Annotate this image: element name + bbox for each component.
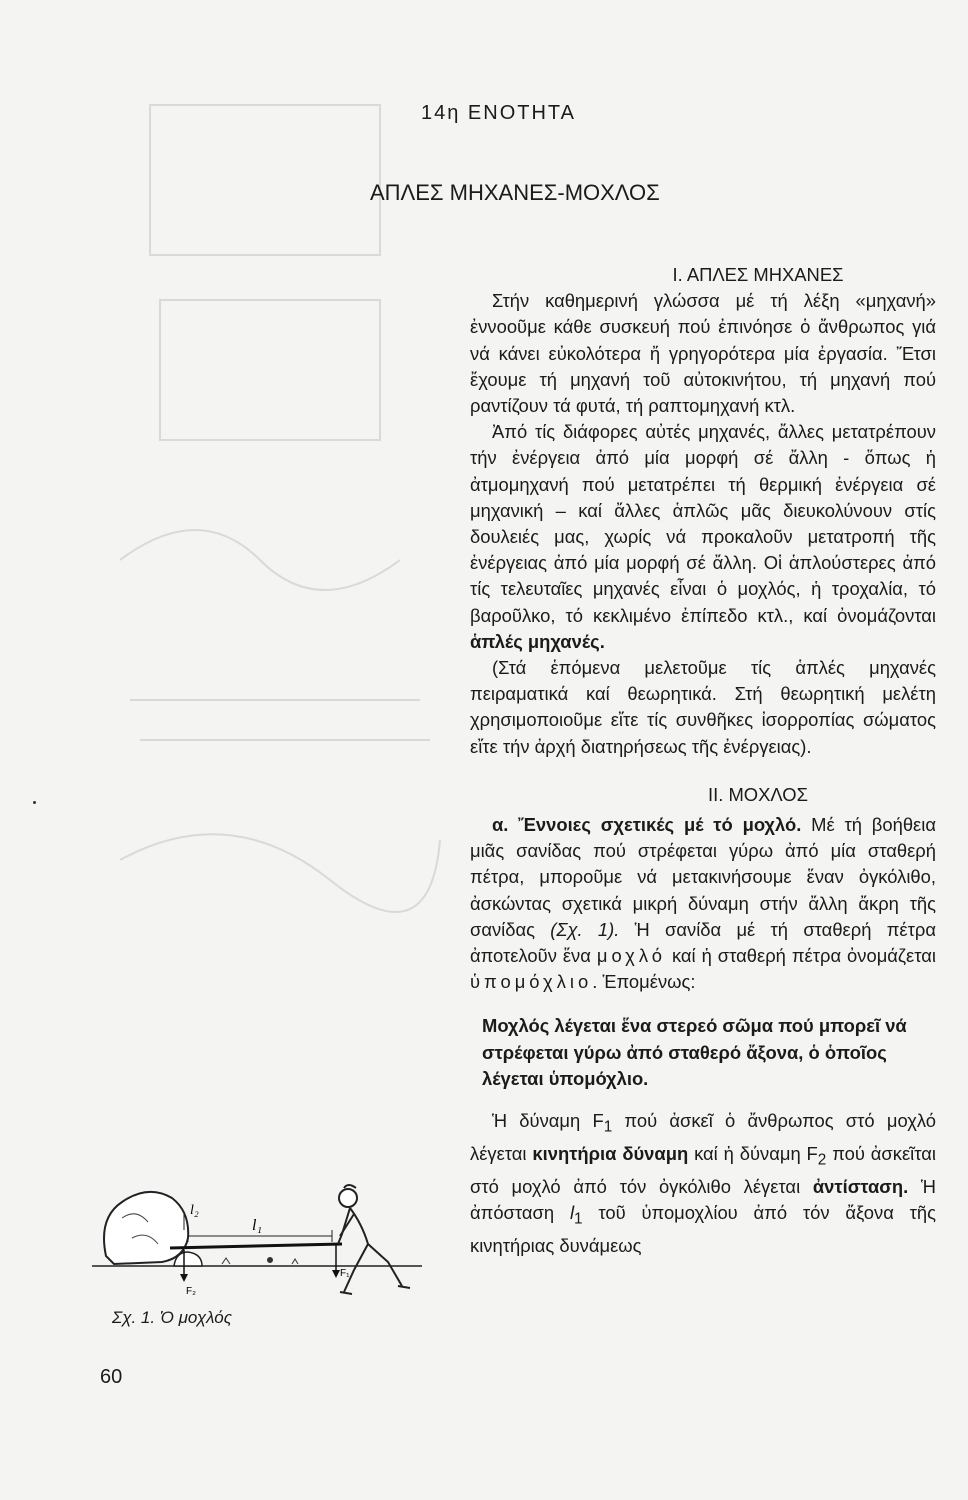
speck	[33, 801, 36, 804]
label-l2: l₂	[190, 1203, 199, 1218]
figure-reference: (Σχ. 1).	[550, 918, 620, 940]
chapter-title: ΑΠΛΕΣ ΜΗΧΑΝΕΣ-ΜΟΧΛΟΣ	[370, 180, 660, 205]
paragraph: Ἡ δύναμη $F_1$ πού ἀσκεῖ ὁ ἄνθρωπος στό μοχλό λέγεται κινητήρια δύναμη καί ἡ δύναμη $F_2$ πού ἀσκεῖται στό μοχλό ἀπό τόν ὀγκόλιθο λέγεται ἀντίσταση. Ἡ ἀπόσταση $l_1$ τοῦ ὑπομοχλίου ἀπό τόν ἄξονα τῆς κινητήριας δυνάμεως	[470, 1110, 936, 1256]
lever-figure	[92, 1178, 442, 1306]
term-simple-machines: ἁπλές μηχανές.	[470, 630, 605, 652]
paragraph: (Στά ἑπόμενα μελετοῦμε τίς ἁπλές μηχανές πειραματικά καί θεωρητικά. Στή θεωρητική μελέτη χρησιμοποιοῦμε εἴτε τίς συνθῆκες ἰσορροπίας σώματος εἴτε τήν ἀρχή διατηρήσεως τῆς ἐνέργειας).	[470, 657, 936, 757]
label-f2: F₂	[186, 1286, 196, 1297]
term-lever: μοχλό	[596, 945, 666, 967]
term-fulcrum: ὑπομόχλιο	[470, 971, 593, 993]
paragraph: α. Ἔννοιες σχετικές μέ τό μοχλό. Μέ τή βοήθεια μιᾶς σανίδας πού στρέφεται γύρω ἀπό μία σταθερή πέτρα, μποροῦμε νά μετακινήσουμε ἕναν ὀγκόλιθο, ἀσκώντας σχετικά μικρή δύναμη στήν ἄλλη ἄκρη τῆς σανίδας (Σχ. 1). Ἡ σανίδα μέ τή σταθερή πέτρα ἀποτελοῦν ἕνα μοχλό καί ἡ σταθερή πέτρα ὀνομάζεται ὑπομόχλιο. Ἑπομένως:	[470, 814, 936, 993]
section-heading-simple-machines: Ι. ΑΠΛΕΣ ΜΗΧΑΝΕΣ	[672, 264, 844, 285]
label-l1: l₁	[252, 1217, 263, 1234]
paragraph: Ἀπό τίς διάφορες αὐτές μηχανές, ἄλλες μετατρέπουν τήν ἐνέργεια ἀπό μία μορφή σέ ἄλλη - ὅπως ἡ ἀτμομηχανή πού μετατρέπει τή θερμική ἐνέργεια σέ μηχανική – καί ἄλλες ἁπλῶς μᾶς διευκολύνουν στίς δουλειές μας, χωρίς νά προκαλοῦν μετατροπή τῆς ἐνέργειας ἀπό μία μορφή σέ ἄλλη. Οἱ ἁπλούστερες ἀπό τίς τελευταῖες μηχανές εἶναι ὁ μοχλός, ἡ τροχαλία, τό βαροῦλκο, τό κεκλιμένο ἐπίπεδο κτλ., καί ὀνομάζονται ἁπλές μηχανές.	[470, 421, 936, 652]
term-driving-force: κινητήρια δύναμη	[532, 1142, 689, 1164]
label-f1: F₁	[340, 1268, 350, 1279]
page-number: 60	[100, 1366, 123, 1388]
unit-title: 14η ΕΝΟΤΗΤΑ	[421, 102, 576, 124]
paragraph: Στήν καθημερινή γλώσσα μέ τή λέξη «μηχανή» ἐννοοῦμε κάθε συσκευή πού ἐπινόησε ὁ ἄνθρωπος γιά νά κάνει εὐκολότερα ἤ γρηγορότερα μία ἐργασία. Ἔτσι ἔχουμε τή μηχανή τοῦ αὐτοκινήτου, τή μηχανή πού ραντίζουν τά φυτά, τή ραπτομηχανή κτλ.	[470, 290, 936, 417]
text-column	[470, 262, 936, 1259]
lever-board	[170, 1244, 342, 1248]
figure-caption: Σχ. 1. Ὁ μοχλός	[112, 1308, 233, 1327]
term-resistance: ἀντίσταση.	[812, 1175, 909, 1197]
lever-definition: Μοχλός λέγεται ἕνα στερεό σῶμα πού μπορεῖ νά στρέφεται γύρω ἀπό σταθερό ἄξονα, ὁ ὁποῖος λέγεται ὑπομόχλιο.	[482, 1015, 907, 1089]
subsection-heading: α. Ἔννοιες σχετικές μέ τό μοχλό.	[492, 814, 802, 836]
section-heading-lever: ΙΙ. ΜΟΧΛΟΣ	[708, 783, 808, 805]
boulder-shape	[104, 1192, 188, 1264]
